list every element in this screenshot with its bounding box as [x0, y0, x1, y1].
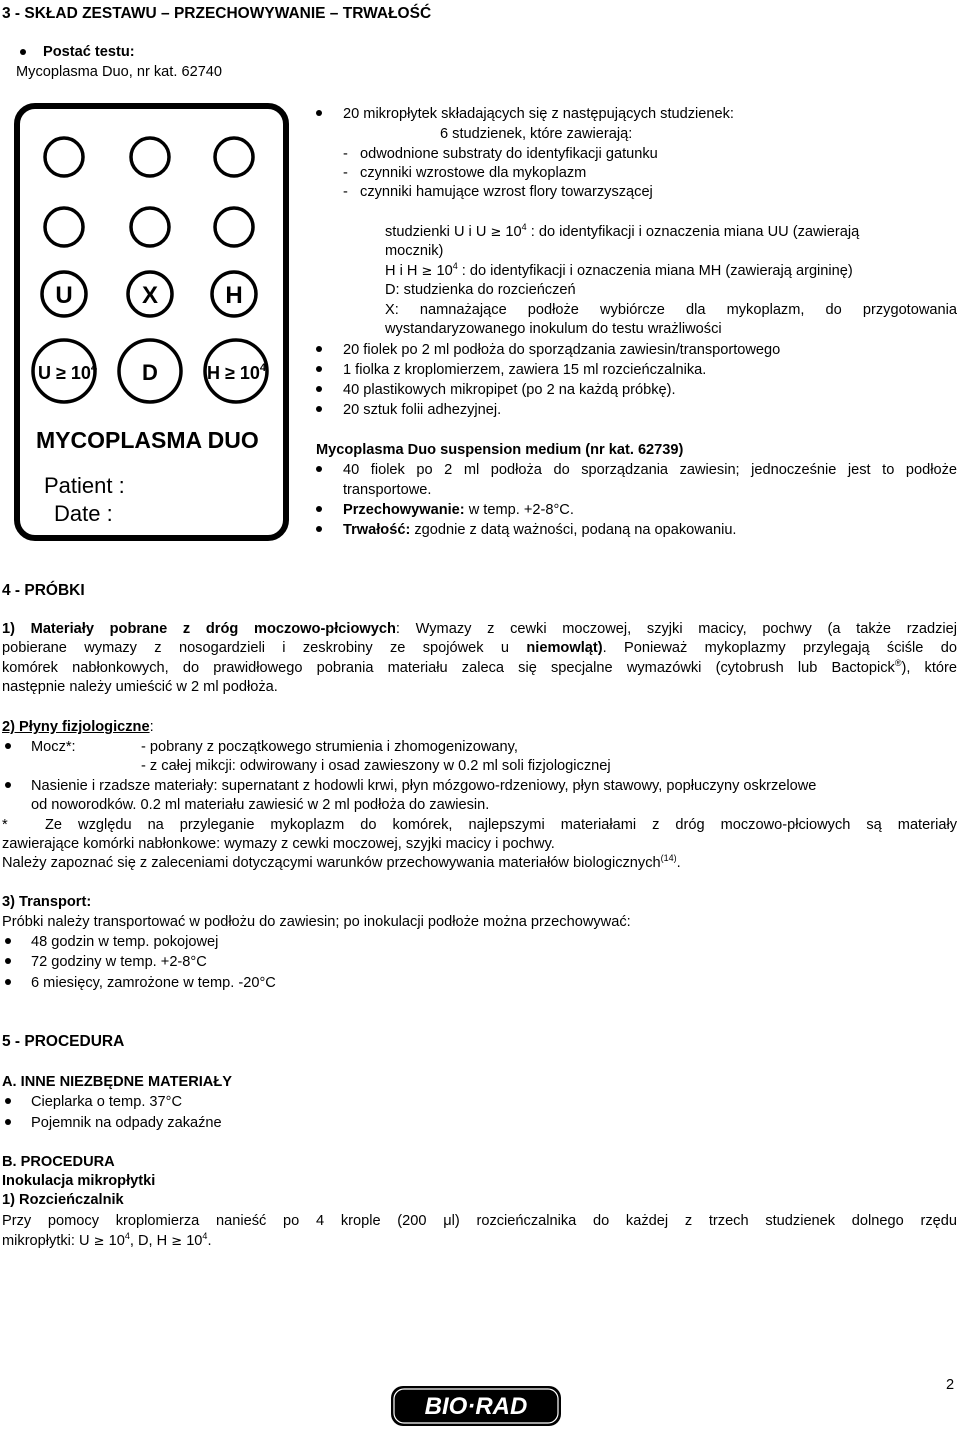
kit-six-wells: 6 studzienek, które zawierają: [440, 126, 633, 142]
kit-item-pipettes: 40 plastikowych mikropipet (po 2 na każdą próbkę). [343, 382, 676, 398]
kit-u-wells: studzienki U i $U \ge 10^4$ : do identyfikacji i oznaczenia miana UU (zawierają [385, 222, 860, 240]
kit-d-well: D: studzienka do rozcieńczeń [385, 282, 576, 298]
bullet [316, 366, 322, 372]
bullet [316, 506, 322, 512]
bullet [5, 1119, 11, 1125]
kit-x-well-cont: wystandaryzowanego inokulum do testu wrażliwości [385, 321, 722, 337]
plate-h-label: H [225, 282, 243, 309]
bullet [5, 743, 11, 749]
kit-u-wells-cont: mocznik) [385, 243, 444, 259]
suspension-item: 40 fiolek po 2 ml podłoża do sporządzania zawiesin; jednocześnie jest to podłoże [343, 462, 957, 478]
semen-line2: od noworodków. 0.2 ml materiału zawiesić w 2 ml podłoża do zawiesin. [31, 797, 490, 813]
kit-item-vials: 20 fiolek po 2 ml podłoża do sporządzania zawiesin/transportowego [343, 342, 781, 358]
bullet [20, 49, 26, 55]
transport-item: 72 godziny w temp. +2-8°C [31, 954, 207, 970]
bullet [5, 958, 11, 964]
bullet [316, 406, 322, 412]
samples-p1-line3: komórek nabłonkowych, do prawidłowego pobrania materiału zaleca się specjalne wymazówki (cytobrush lub Bactopick®), które [2, 658, 957, 676]
microplate-illustration [14, 103, 289, 541]
transport-item: 48 godzin w temp. pokojowej [31, 934, 219, 950]
bullet [316, 110, 322, 116]
kit-intro: 20 mikropłytek składających się z następujących studzienek: [343, 106, 734, 122]
bullet [316, 526, 322, 532]
note-line3: Należy zapoznać się z zaleceniami dotyczącymi warunków przechowywania materiałów biologicznych$^{(14)}$. [2, 853, 681, 871]
samples-p1-line2: pobierane wymazy z nosogardzieli i zeskrobiny ze spojówek u niemowląt). Ponieważ mykoplazmy przylegają ściśle do [2, 640, 957, 656]
plate-x-label: X [141, 282, 159, 309]
note-line2: zawierające komórki nabłonkowe: wymazy z cewki moczowej, szyjki macicy i pochwy. [2, 836, 555, 852]
section-4-heading: 4 - PRÓBKI [2, 582, 85, 599]
bullet [5, 782, 11, 788]
suspension-heading: Mycoplasma Duo suspension medium (nr kat. 62739) [316, 442, 684, 458]
transport-heading: 3) Transport: [2, 894, 92, 910]
plate-brand: MYCOPLASMA DUO [36, 427, 259, 453]
kit-item-film: 20 sztuk folii adhezyjnej. [343, 402, 502, 418]
plate-u-label: U [55, 282, 73, 309]
kit-dash-item: - czynniki hamujące wzrost flory towarzyszącej [343, 184, 653, 200]
bio-rad-logo [391, 1386, 561, 1426]
materials-heading: A. INNE NIEZBĘDNE MATERIAŁY [2, 1074, 232, 1090]
test-form-label: Postać testu: [43, 44, 135, 60]
samples-p1-line4: następnie należy umieścić w 2 ml podłoża. [2, 679, 278, 695]
procedure-subheading: Inokulacja mikropłytki [2, 1173, 156, 1189]
note-line1: Ze względu na przyleganie mykoplazm do komórek, najlepszymi materiałami z dróg moczowo-płciowych są materiały [45, 817, 957, 833]
plate-date-label: Date : [54, 501, 113, 526]
materials-item: Pojemnik na odpady zakaźne [31, 1115, 222, 1131]
bullet [5, 979, 11, 985]
shelf-life-line: Trwałość: zgodnie z datą ważności, podaną na opakowaniu. [343, 522, 737, 538]
samples-p1-line1: 1) Materiały pobrane z dróg moczowo-płciowych: Wymazy z cewki moczowej, szyjki macicy, pochwy (a także rzadziej [2, 621, 957, 637]
test-form-product: Mycoplasma Duo, nr kat. 62740 [16, 64, 223, 80]
procedure-line1: Przy pomocy kroplomierza nanieść po 4 krople (200 μl) rozcieńczalnika do każdej z trzech studzienek dolnego rzędu [2, 1213, 957, 1229]
plate-u104-label: $U \ge 10^4$ [38, 362, 98, 383]
urine-option-a: - pobrany z początkowego strumienia i zhomogenizowany, [141, 739, 518, 755]
bullet [316, 466, 322, 472]
note-star: * [2, 817, 8, 833]
semen-line1: Nasienie i rzadsze materiały: supernatant z hodowli krwi, płyn mózgowo-rdzeniowy, płyn stawowy, popłuczyny oskrzelowe [31, 778, 817, 794]
fluids-heading: 2) Płyny fizjologiczne: [2, 719, 154, 735]
transport-item: 6 miesięcy, zamrożone w temp. -20°C [31, 975, 276, 991]
plate-d-label: D [142, 360, 158, 385]
bullet [5, 938, 11, 944]
section-5-heading: 5 - PROCEDURA [2, 1033, 125, 1050]
materials-item: Cieplarka o temp. 37°C [31, 1094, 183, 1110]
page-number: 2 [946, 1377, 955, 1393]
procedure-step-heading: 1) Rozcieńczalnik [2, 1192, 124, 1208]
procedure-line2: mikropłytki: $U \ge 10^4$, D, $H \ge 10^4$. [2, 1231, 212, 1249]
bio-rad-logo-text: BIO·RAD [424, 1393, 528, 1420]
kit-item-dropper: 1 fiolka z kroplomierzem, zawiera 15 ml rozcieńczalnika. [343, 362, 707, 378]
procedure-heading: B. PROCEDURA [2, 1154, 115, 1170]
bullet [316, 346, 322, 352]
section-3-heading: 3 - SKŁAD ZESTAWU – PRZECHOWYWANIE – TRWAŁOŚĆ [2, 5, 432, 22]
transport-intro: Próbki należy transportować w podłożu do zawiesin; po inokulacji podłoże można przechowywać: [2, 914, 631, 930]
bullet [5, 1098, 11, 1104]
kit-dash-item: - odwodnione substraty do identyfikacji gatunku [343, 146, 658, 162]
bullet [316, 386, 322, 392]
plate-h104-label: $H \ge 10^4$ [207, 362, 267, 383]
urine-option-b: - z całej mikcji: odwirowany i osad zawieszony w 0.2 ml soli fizjologicznej [141, 758, 611, 774]
storage-line: Przechowywanie: w temp. +2-8°C. [343, 502, 574, 518]
plate-patient-label: Patient : [44, 473, 125, 498]
suspension-item-cont: transportowe. [343, 482, 432, 498]
kit-dash-item: - czynniki wzrostowe dla mykoplazm [343, 165, 587, 181]
kit-x-well: X: namnażające podłoże wybiórcze dla mykoplazm, do przygotowania [385, 302, 957, 318]
kit-h-wells: H i $H \ge 10^4$ : do identyfikacji i oznaczenia miana MH (zawierają argininę) [385, 261, 853, 279]
urine-label: Mocz*: [31, 739, 76, 755]
